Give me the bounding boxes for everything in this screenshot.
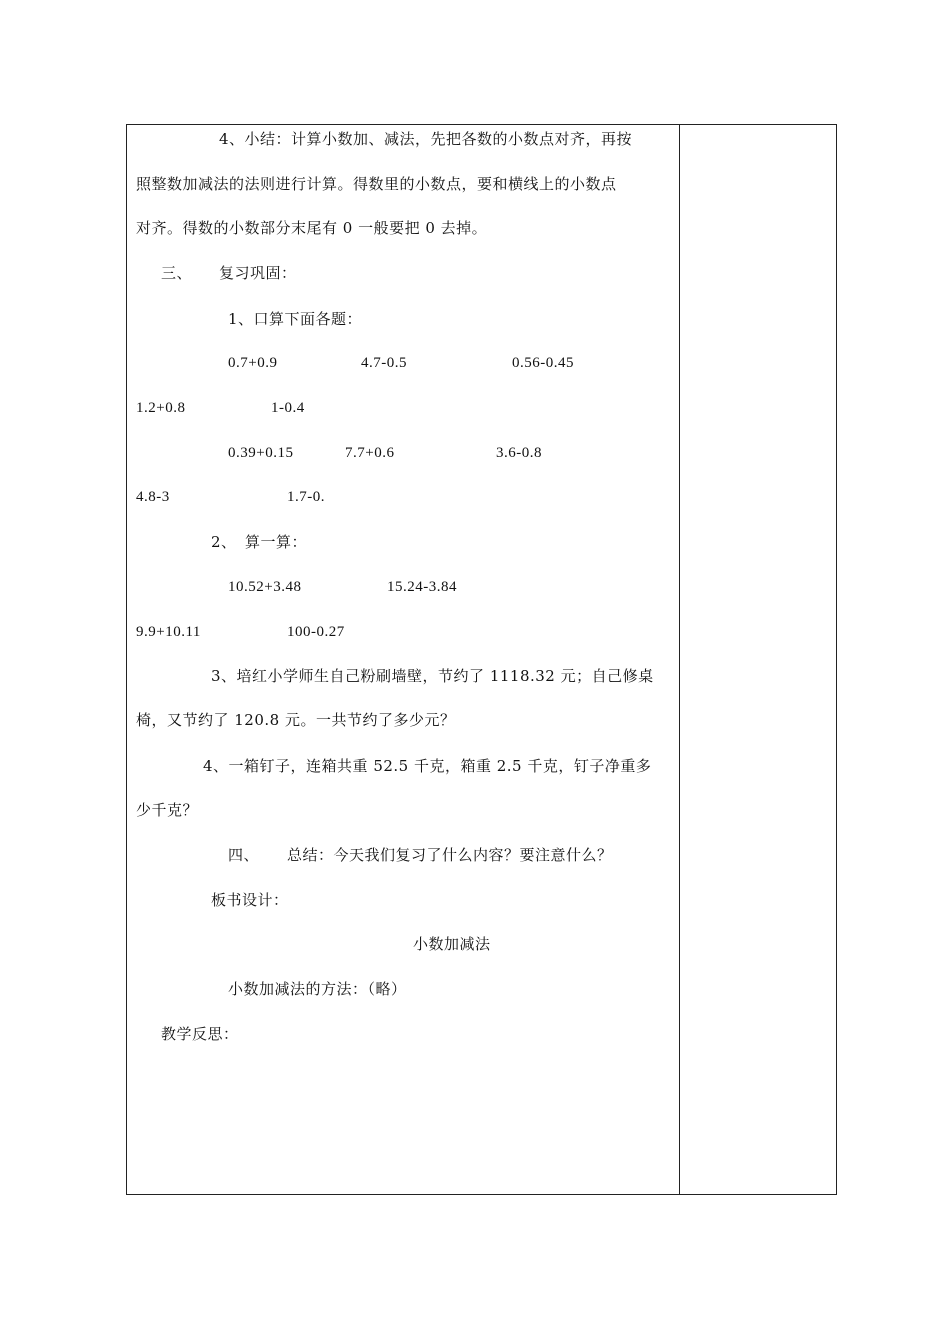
oral-item: 3.6-0.8 bbox=[496, 445, 542, 461]
section-3-title: 复习巩固： bbox=[219, 264, 297, 282]
teaching-reflection-label: 教学反思： bbox=[161, 1025, 239, 1043]
oral-heading: 1、口算下面各题： bbox=[228, 310, 363, 328]
oral-item: 0.7+0.9 bbox=[228, 355, 278, 371]
problem-4-line-1: 4、一箱钉子，连箱共重 52.5 千克，箱重 2.5 千克，钉子净重多 bbox=[203, 757, 652, 775]
section-4-number: 四、 bbox=[228, 846, 260, 864]
board-design-title: 小数加减法 bbox=[413, 935, 491, 953]
oral-item: 7.7+0.6 bbox=[345, 445, 395, 461]
problem-3-line-2: 椅，又节约了 120.8 元。一共节约了多少元？ bbox=[136, 711, 456, 729]
problem-4-line-2: 少千克？ bbox=[136, 801, 199, 819]
calc-heading-text: 算一算： bbox=[245, 533, 308, 551]
summary-line-3: 对齐。得数的小数部分末尾有 0 一般要把 0 去掉。 bbox=[136, 219, 488, 237]
calc-heading-number: 2、 bbox=[211, 533, 237, 551]
oral-item: 4.8-3 bbox=[136, 489, 170, 505]
oral-item: 0.39+0.15 bbox=[228, 445, 294, 461]
summary-line-1: 4、小结：计算小数加、减法，先把各数的小数点对齐，再按 bbox=[219, 130, 633, 148]
calc-item: 15.24-3.84 bbox=[387, 579, 457, 595]
calc-item: 100-0.27 bbox=[287, 624, 345, 640]
summary-line-2: 照整数加减法的法则进行计算。得数里的小数点，要和横线上的小数点 bbox=[136, 175, 617, 193]
oral-item: 0.56-0.45 bbox=[512, 355, 574, 371]
board-design-label: 板书设计： bbox=[211, 891, 289, 909]
problem-3-line-1: 3、培红小学师生自己粉刷墙壁，节约了 1118.32 元；自己修桌 bbox=[211, 667, 654, 685]
calc-item: 10.52+3.48 bbox=[228, 579, 302, 595]
table-column-divider bbox=[679, 124, 680, 1195]
oral-item: 1.2+0.8 bbox=[136, 400, 186, 416]
calc-item: 9.9+10.11 bbox=[136, 624, 201, 640]
section-3-number: 三、 bbox=[161, 264, 193, 282]
section-4-text: 总结：今天我们复习了什么内容？要注意什么？ bbox=[287, 846, 613, 864]
oral-item: 4.7-0.5 bbox=[361, 355, 407, 371]
oral-item: 1-0.4 bbox=[271, 400, 305, 416]
board-design-method: 小数加减法的方法：（略） bbox=[228, 980, 407, 998]
oral-item: 1.7-0. bbox=[287, 489, 325, 505]
